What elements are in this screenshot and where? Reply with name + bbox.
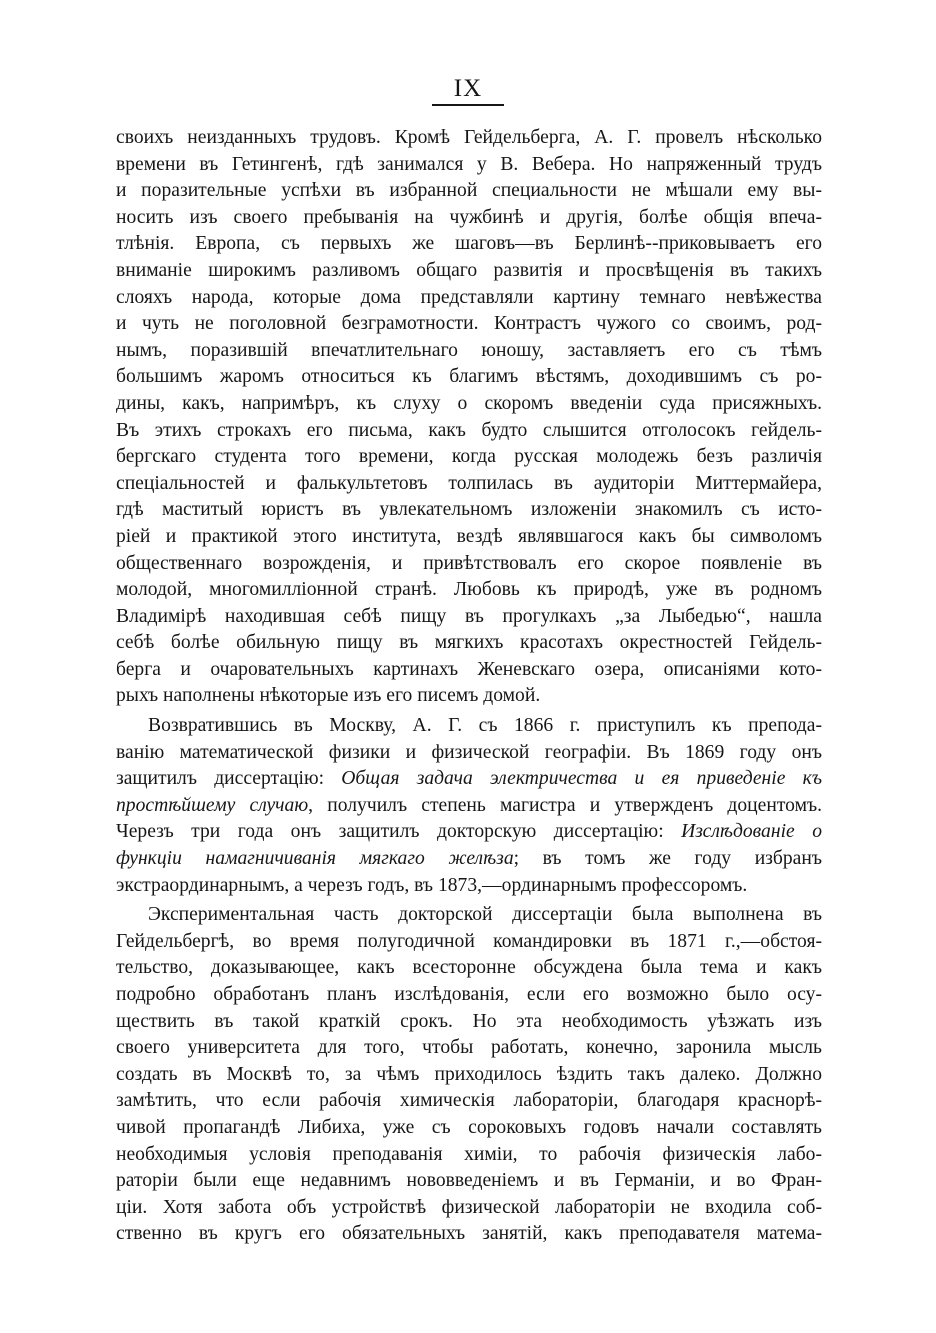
text-line: Экспериментальная часть докторской диссертаціи была выполнена въ: [148, 904, 822, 926]
text-line: ціи. Хотя забота объ устройствѣ физической лабораторіи не входила соб-: [116, 1196, 822, 1218]
paragraph-3: [116, 902, 822, 1248]
text-line: своихъ неизданныхъ трудовъ. Кромѣ Гейдельберга, А. Г. провелъ нѣсколько: [116, 127, 822, 148]
text-line: берга и очаровательныхъ картинахъ Женевскаго озера, описаніями кото-: [116, 658, 822, 680]
text-line: защитилъ диссертацію: Общая задача электричества и ея приведеніе къ: [116, 768, 822, 790]
text-line: времени въ Гетингенѣ, гдѣ занимался у В. Вебера. Но напряженный трудъ: [116, 153, 822, 175]
text-line: бергскаго студента того времени, когда русская молодежь безъ различія: [116, 446, 822, 468]
text-line: нымъ, поразившій впечатлительнаго юношу, заставляетъ его съ тѣмъ: [116, 339, 822, 361]
text-line: замѣтить, что если рабочія химическія лабораторіи, благодаря краснорѣ-: [116, 1090, 822, 1112]
text-line: большимъ жаромъ относиться къ благимъ вѣстямъ, доходившимъ съ ро-: [116, 366, 822, 388]
text-line: Возвратившись въ Москву, А. Г. съ 1866 г. приступилъ къ препода-: [148, 715, 822, 737]
text-line: чивой пропагандѣ Либиха, уже съ сороковыхъ годовъ начали составлять: [116, 1116, 822, 1138]
text-line: гдѣ маститый юристъ въ увлекательномъ изложеніи знакомилъ съ исто-: [116, 499, 822, 521]
text-line: подробно обработанъ планъ изслѣдованія, если его возможно было осу-: [116, 984, 822, 1005]
body-text: [116, 125, 822, 1248]
dissertation-title-2-cont: функціи намагничиванія мягкаго желѣза: [116, 848, 514, 870]
page-header: [0, 75, 936, 106]
text-line: и чуть не поголовной безграмотности. Контрастъ чужого со своимъ, род-: [116, 313, 822, 335]
text-line: функціи намагничиванія мягкаго желѣза; въ томъ же году избранъ: [116, 848, 822, 870]
text-line: носить изъ своего пребыванія на чужбинѣ и другія, болѣе общія впеча-: [116, 206, 822, 228]
dissertation-title-1-cont: простѣйшему случаю: [116, 794, 309, 816]
text-line: ріей и практикой этого института, вездѣ являвшагося какъ бы символомъ: [116, 525, 822, 547]
text-line: тельство, доказывающее, какъ всесторонне обсуждена была тема и какъ: [116, 957, 822, 979]
dissertation-title-1: Общая задача электричества и ея приведеніе къ: [341, 768, 822, 790]
text-line: Гейдельбергѣ, во время полугодичной командировки въ 1871 г.,—обстоя-: [116, 930, 822, 952]
page-number: IX: [432, 75, 504, 106]
dissertation-title-2: Изслѣдованіе о: [681, 821, 822, 843]
text-line: своего университета для того, чтобы работать, конечно, заронила мысль: [116, 1037, 822, 1059]
text-line: Владимірѣ находившая себѣ пищу въ прогулкахъ „за Лыбедью“, нашла: [116, 605, 822, 627]
text-line: экстраординарнымъ, а черезъ годъ, въ 1873,—ординарнымъ профессоромъ.: [116, 874, 748, 896]
text-line: рыхъ наполнены нѣкоторые изъ его писемъ домой.: [116, 685, 541, 707]
text-line: молодой, многомилліонной странѣ. Любовь къ природѣ, уже въ родномъ: [116, 579, 822, 601]
text-line: и поразительные успѣхи въ избранной специальности не мѣшали ему вы-: [116, 180, 822, 202]
text-line: раторіи были еще недавнимъ нововведеніемъ и въ Германіи, и во Фран-: [116, 1170, 822, 1192]
text-line: Черезъ три года онъ защитилъ докторскую диссертацію: Изслѣдованіе о: [116, 821, 822, 843]
paragraph-1: [116, 125, 822, 710]
text-line: ществить въ такой краткій срокъ. Но эта необходимость уѣзжать изъ: [116, 1010, 822, 1032]
text-line: себѣ болѣе обильную пищу въ мягкихъ красотахъ окрестностей Гейдель-: [116, 632, 822, 654]
text-line: спеціальностей и фалькультетовъ толпилась въ аудиторіи Миттермайера,: [116, 472, 822, 494]
text-line: простѣйшему случаю, получилъ степень магистра и утвержденъ доцентомъ.: [116, 794, 822, 816]
text-line: ванію математической физики и физической географіи. Въ 1869 году онъ: [116, 741, 822, 763]
text-line: необходимыя условія преподаванія химіи, то рабочія физическія лабо-: [116, 1143, 822, 1165]
text-line: создать въ Москвѣ то, за чѣмъ приходилось ѣздить такъ далеко. Должно: [116, 1063, 822, 1085]
text-line: Въ этихъ строкахъ его письма, какъ будто слышится отголосокъ гейдель-: [116, 419, 822, 441]
text-line: дины, какъ, напримѣръ, къ слуху о скоромъ введеніи суда присяжныхъ.: [116, 392, 822, 414]
text-line: тлѣнія. Европа, съ первыхъ же шаговъ—въ Берлинѣ--приковываетъ его: [116, 233, 822, 255]
text-line: вниманіе широкимъ разливомъ общаго развитія и просвѣщенія въ такихъ: [116, 259, 822, 281]
paragraph-2: [116, 713, 822, 899]
text-line: слояхъ народа, которые дома представляли картину темнаго невѣжества: [116, 286, 822, 308]
text-line: общественнаго возрожденія, и привѣтствовалъ его скорое появленіе въ: [116, 552, 822, 574]
text-line: ственно въ кругъ его обязательныхъ занятій, какъ преподавателя матема-: [116, 1223, 822, 1245]
